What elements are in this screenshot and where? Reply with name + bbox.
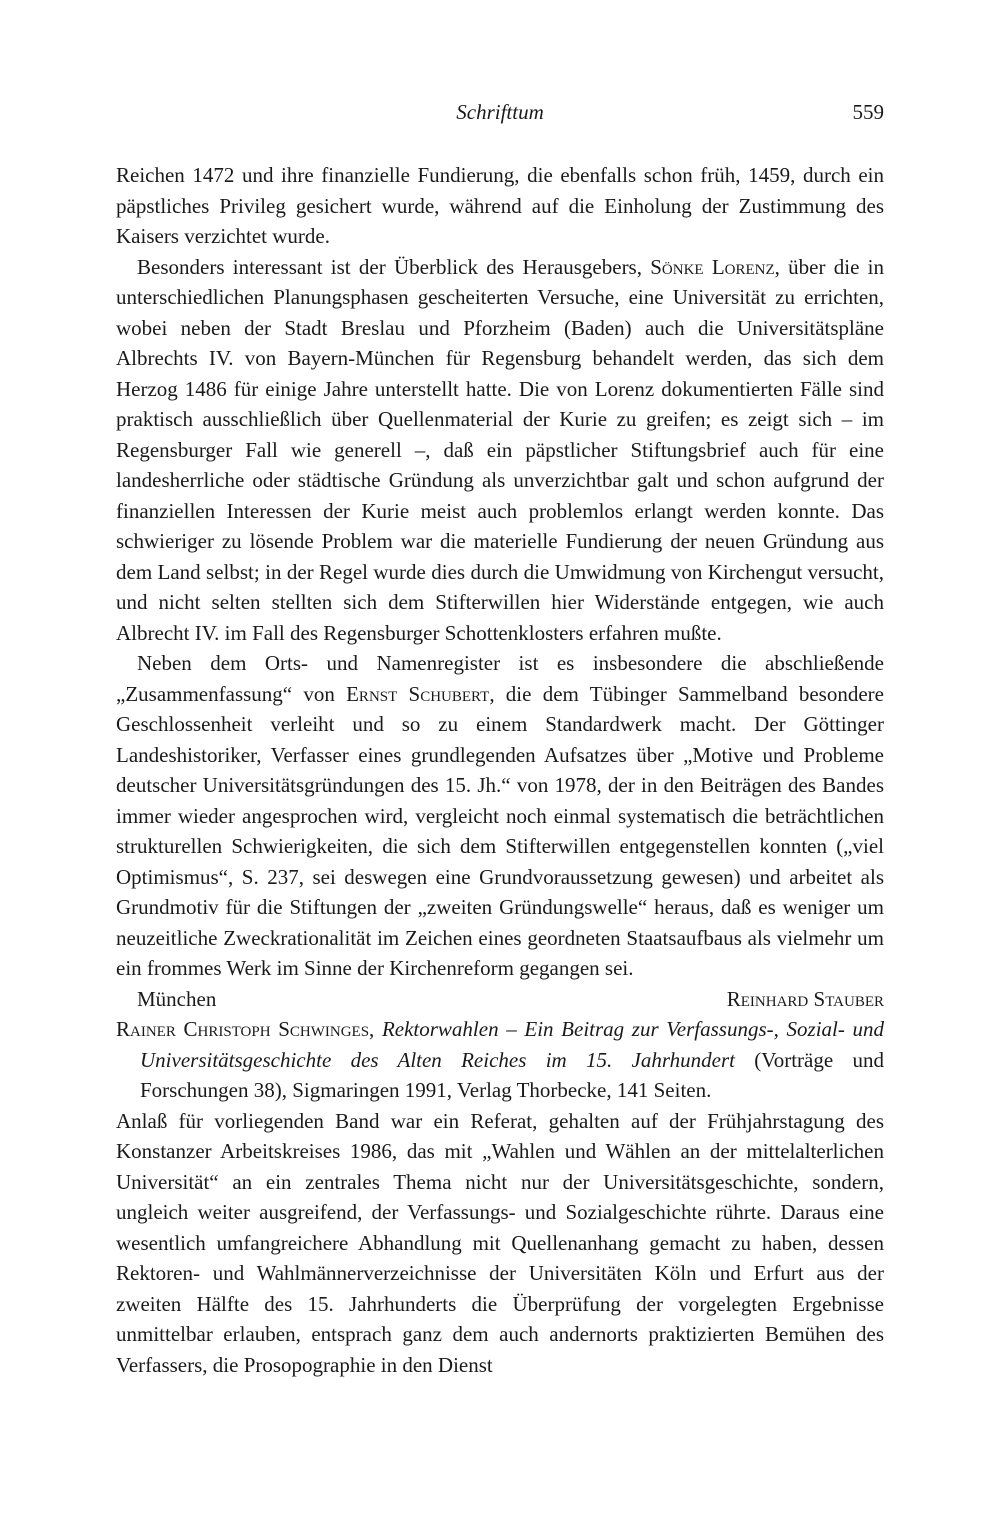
- review2-book-title: Rektorwahlen – Ein Beitrag zur Verfassungs-, Sozial- und Universitätsgeschichte des Alten Reiches im 15. Jahrhundert: [140, 1017, 885, 1072]
- running-title: Schrifttum: [456, 100, 544, 124]
- page-number: 559: [852, 100, 884, 124]
- cited-author-name: Ernst Schubert: [346, 681, 490, 706]
- reviewer-name: Reinhard Stauber: [726, 986, 884, 1011]
- review2-author-separator: ,: [369, 1017, 382, 1041]
- review2-paragraph-1: Anlaß für vorliegenden Band war ein Referat, gehalten auf der Frühjahrstagung des Konstanzer Arbeitskreises 1986, das mit „Wahlen und Wählen an der mittelalterlichen Universität“ an ein zentrales Thema nicht nur der Universitätsgeschichte, sondern, ungleich weiter ausgreifend, der Verfassungs- und Sozialgeschichte rührte. Daraus eine wesentlich umfangreichere Abhandlung mit Quellenanhang gemacht zu haben, dessen Rektoren- und Wahlmännerverzeichnisse der Universitäten Köln und Erfurt aus der zweiten Hälfte des 15. Jahrhunderts die Überprüfung der vorgelegten Ergebnisse unmittelbar erlauben, entsprach ganz dem auch andernorts praktizierten Bemühen des Verfassers, die Prosopographie in den Dienst: [116, 1108, 884, 1377]
- review1-paragraph-3-text-a: Neben dem Orts- und Namenregister ist es insbesondere die abschließende „Zusammenfassung“ von: [116, 651, 884, 706]
- review1-paragraph-3: [116, 648, 884, 984]
- review1-paragraph-1: Reichen 1472 und ihre finanzielle Fundierung, die ebenfalls schon früh, 1459, durch ein päpstliches Privileg gesichert wurde, während auf die Einholung der Zustimmung des Kaisers verzichtet wurde.: [116, 163, 884, 248]
- page-body: [116, 160, 884, 1380]
- review2-author: Rainer Christoph Schwinges: [116, 1017, 370, 1041]
- review1-paragraph-2-text-a: Besonders interessant ist der Überblick des Herausgebers,: [137, 254, 651, 279]
- review2-bibliographic-heading: [116, 1014, 884, 1106]
- review1-paragraph-3-text-b: , die dem Tübinger Sammelband besondere Geschlossenheit verleiht und so zu einem Standardwerk macht. Der Göttinger Landeshistoriker, Verfasser eines grundlegenden Aufsatzes über „Motive und Probleme deutscher Universitätsgründungen des 15. Jh.“ von 1978, der in den Beiträgen des Bandes immer wieder angesprochen wird, vergleicht noch einmal systematisch die beträchtlichen strukturellen Schwierigkeiten, die sich dem Stifterwillen entgegenstellen konnten („viel Optimismus“, S. 237, sei deswegen eine Grundvoraussetzung gewesen) und arbeitet als Grundmotiv für die Stiftungen der „zweiten Gründungswelle“ heraus, daß es weniger um neuzeitliche Zweckrationalität im Zeichen eines geordneten Staatsaufbaus als vielmehr um ein frommes Werk im Sinne der Kirchenreform gegangen sei.: [116, 681, 884, 980]
- review1-paragraph-2-text-b: , über die in unterschiedlichen Planungsphasen gescheiterten Versuche, eine Universität zu errichten, wobei neben der Stadt Breslau und Pforzheim (Baden) auch die Universitätspläne Albrechts IV. von Bayern-München für Regensburg behandelt werden, das sich dem Herzog 1486 für einige Jahre unterstellt hatte. Die von Lorenz dokumentierten Fälle sind praktisch ausschließlich über Quellenmaterial der Kurie zu greifen; es zeigt sich – im Regensburger Fall wie generell –, daß ein päpstlicher Stiftungsbrief auch für eine landesherrliche oder städtische Gründung als unverzichtbar galt und schon aufgrund der finanziellen Interessen der Kurie meist auch problemlos erlangt werden konnte. Das schwieriger zu lösende Problem war die materielle Fundierung der neuen Gründung aus dem Land selbst; in der Regel wurde dies durch die Umwidmung von Kirchengut versucht, und nicht selten stellten sich dem Stifterwillen hier Widerstände entgegen, wie auch Albrecht IV. im Fall des Regensburger Schottenklosters erfahren mußte.: [116, 254, 884, 645]
- page-header: [116, 100, 884, 132]
- review1-paragraph-2: [116, 252, 884, 649]
- review2-publication-info: (Vorträge und Forschungen 38), Sigmaringen 1991, Verlag Thorbecke, 141 Seiten.: [140, 1047, 884, 1102]
- editor-name: Sönke Lorenz: [650, 254, 775, 279]
- signoff-place: München: [137, 986, 217, 1011]
- review1-signoff: [116, 984, 884, 1015]
